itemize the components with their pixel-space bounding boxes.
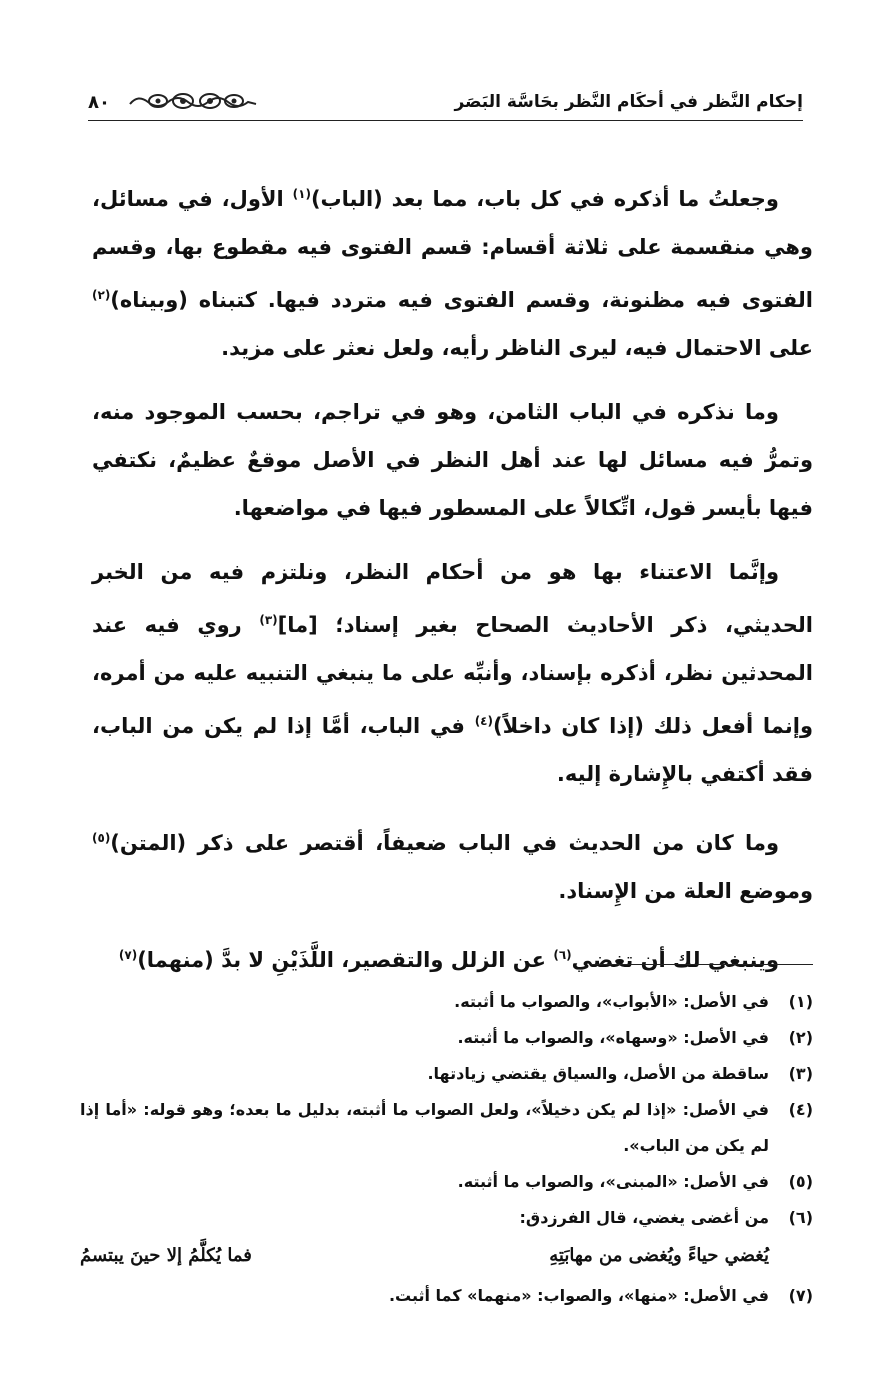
- footnote-item: (٤) في الأصل: «إذا لم يكن دخيلاً»، ولعل الصواب ما أثبته، بدليل ما بعده؛ وهو قوله: «أما إذا لم يكن من الباب».: [80, 1100, 813, 1155]
- page-number: ٨٠: [88, 92, 110, 113]
- footnote-ref: (٢): [92, 288, 111, 302]
- footnote-item: (٦) من أغضى يغضي، قال الفرزدق:: [519, 1208, 813, 1227]
- footnotes: [80, 984, 813, 1314]
- footnote-ref: (٥): [92, 831, 111, 845]
- ornament-icon: [128, 90, 258, 112]
- paragraph: وإنَّما الاعتناء بها هو من أحكام النظر، ونلتزم فيه من الخبر الحديثي، ذكر الأحاديث الصحاح بغير إسناد؛ [ما]$^{(٣)}$ روي فيه عند المحدثين نظر، أذكره بإسناد، وأنبِّه على ما ينبغي التنبيه عليه من أمره، وإنما أفعل ذلك (إذا كان داخلاً)$^{(٤)}$ في الباب، أمَّا إذا لم يكن من الباب، فقد أكتفي بالإِشارة إليه.: [92, 560, 813, 786]
- verse-second-hemistich: فما يُكلَّمُ إلا حينَ يبتسمُ: [80, 1245, 252, 1266]
- footnote-ref: (٤): [474, 714, 493, 728]
- footnote-divider: [591, 964, 813, 965]
- paragraph: وما نذكره في الباب الثامن، وهو في تراجم، بحسب الموجود منه، وتمرُّ فيه مسائل لها عند أهل النظر في الأصل موقعٌ عظيمٌ، نكتفي فيها بأيسر قول، اتِّكالاً على المسطور فيها في مواضعها.: [92, 400, 813, 520]
- paragraph: وينبغي لك أن تغضي$^{(٦)}$ عن الزلل والتقصير، اللَّذَيْنِ لا بدَّ (منهما)$^{(٧)}$: [118, 948, 779, 972]
- footnote-ref: (٧): [118, 948, 138, 962]
- poetry-verse: [80, 1238, 813, 1274]
- footnote-item: (٣) ساقطة من الأصل، والسياق يقتضي زيادتها.: [427, 1064, 813, 1083]
- header-divider: [88, 120, 803, 121]
- footnote-item: (٥) في الأصل: «المبنى»، والصواب ما أثبته.: [457, 1172, 813, 1191]
- book-title: إحكام النَّظر في أحكَام النَّظر بحَاسَّة البَصَر: [454, 92, 803, 112]
- running-header: [88, 80, 803, 124]
- verse-first-hemistich: يُغضي حياءً ويُغضى من مهابَتِهِ: [549, 1245, 769, 1266]
- footnote-ref: (١): [292, 187, 311, 201]
- footnote-item: (١) في الأصل: «الأبواب»، والصواب ما أثبته.: [454, 992, 813, 1011]
- footnote-ref: (٣): [259, 613, 278, 627]
- footnote-item: (٧) في الأصل: «منها»، والصواب: «منهما» كما أثبت.: [388, 1286, 813, 1305]
- paragraph: وما كان من الحديث في الباب ضعيفاً، أقتصر على ذكر (المتن)$^{(٥)}$ وموضع العلة من الإِسناد.: [92, 831, 813, 903]
- body-text: [92, 170, 813, 1000]
- footnote-ref: (٦): [553, 948, 572, 962]
- paragraph: وجعلتُ ما أذكره في كل باب، مما بعد (الباب)$^{(١)}$ الأول، في مسائل، وهي منقسمة على ثلاثة أقسام: قسم الفتوى فيه مقطوع بها، وقسم الفتوى فيه مظنونة، وقسم الفتوى فيه متردد فيها. كتبناه (وبيناه)$^{(٢)}$ على الاحتمال فيه، ليرى الناظر رأيه، ولعل نعثر على مزيد.: [92, 187, 813, 360]
- footnote-item: (٢) في الأصل: «وسهاه»، والصواب ما أثبته.: [457, 1028, 813, 1047]
